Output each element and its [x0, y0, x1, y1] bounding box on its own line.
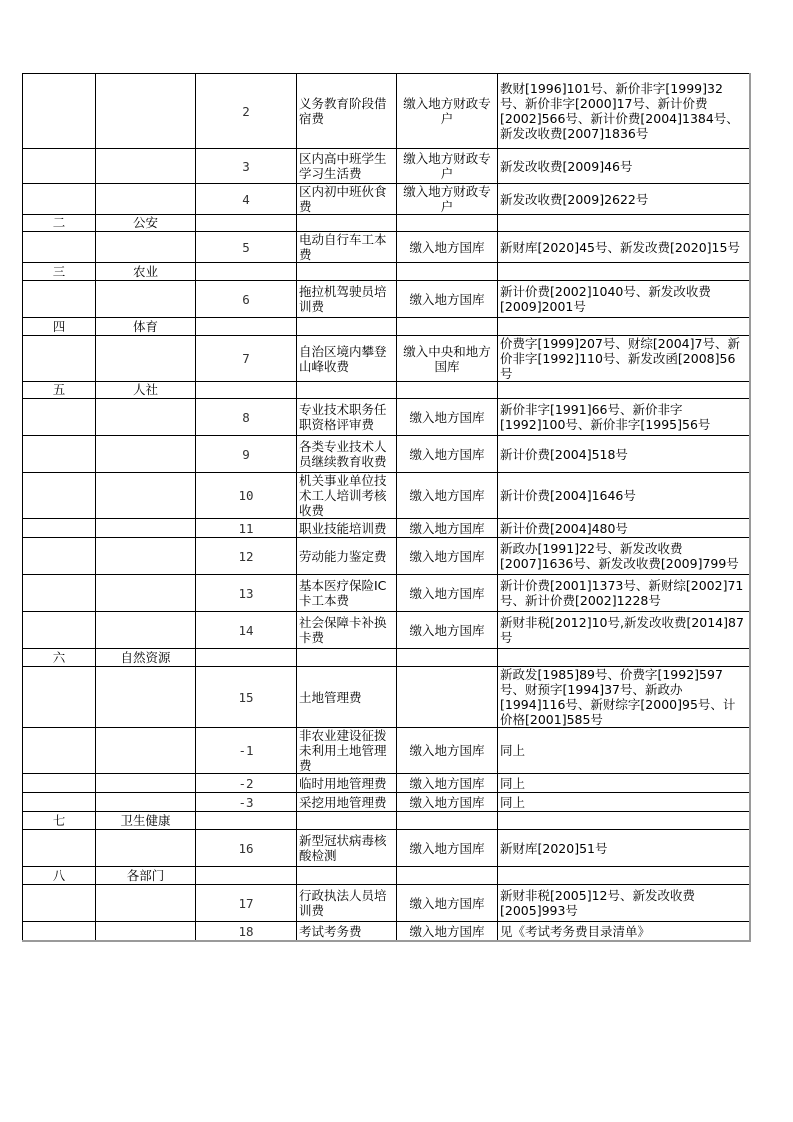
policy-basis: 新价非字[1991]66号、新价非字[1992]100号、新价非字[1995]56号: [498, 399, 750, 436]
item-number: 4: [196, 184, 297, 215]
revenue-destination: 缴入地方国库: [397, 793, 498, 812]
policy-basis: 同上: [498, 728, 750, 774]
empty-cell: [498, 263, 750, 281]
empty-cell: [498, 318, 750, 336]
empty-cell: [498, 812, 750, 830]
empty-cell: [23, 774, 96, 793]
policy-basis: 新计价费[2004]518号: [498, 436, 750, 473]
revenue-destination: 缴入地方国库: [397, 922, 498, 942]
fee-name: 拖拉机驾驶员培训费: [297, 281, 397, 318]
item-number: 16: [196, 830, 297, 867]
empty-cell: [96, 830, 196, 867]
item-number: 11: [196, 519, 297, 538]
table-row: [23, 922, 750, 942]
empty-cell: [96, 774, 196, 793]
fee-name: 各类专业技术人员继续教育收费: [297, 436, 397, 473]
table-row: [23, 885, 750, 922]
item-number: 5: [196, 232, 297, 263]
category-name: 卫生健康: [96, 812, 196, 830]
category-index: 六: [23, 649, 96, 667]
empty-cell: [96, 885, 196, 922]
empty-cell: [196, 263, 297, 281]
category-name: 农业: [96, 263, 196, 281]
item-number: 13: [196, 575, 297, 612]
empty-cell: [397, 318, 498, 336]
fee-name: 专业技术职务任职资格评审费: [297, 399, 397, 436]
revenue-destination: 缴入地方国库: [397, 436, 498, 473]
empty-cell: [196, 812, 297, 830]
empty-cell: [297, 215, 397, 232]
category-row: [23, 318, 750, 336]
category-row: [23, 812, 750, 830]
category-name: 人社: [96, 382, 196, 399]
table-row: [23, 473, 750, 519]
table-row: [23, 184, 750, 215]
revenue-destination: 缴入地方财政专户: [397, 149, 498, 184]
fee-name: 基本医疗保险IC卡工本费: [297, 575, 397, 612]
empty-cell: [96, 667, 196, 728]
empty-cell: [23, 436, 96, 473]
empty-cell: [23, 232, 96, 263]
policy-basis: 新财库[2020]51号: [498, 830, 750, 867]
fee-name: 社会保障卡补换卡费: [297, 612, 397, 649]
item-number: 7: [196, 336, 297, 382]
table-row: [23, 519, 750, 538]
policy-basis: 教财[1996]101号、新价非字[1999]32号、新价非字[2000]17号、新计价费[2002]566号、新计价费[2004]1384号、新发改收费[2007]1836号: [498, 74, 750, 149]
revenue-destination: 缴入地方国库: [397, 774, 498, 793]
empty-cell: [23, 149, 96, 184]
empty-cell: [23, 885, 96, 922]
empty-cell: [498, 867, 750, 885]
category-index: 八: [23, 867, 96, 885]
empty-cell: [23, 74, 96, 149]
table-row: [23, 281, 750, 318]
policy-basis: 新计价费[2002]1040号、新发改收费[2009]2001号: [498, 281, 750, 318]
empty-cell: [297, 812, 397, 830]
empty-cell: [96, 612, 196, 649]
category-row: [23, 649, 750, 667]
policy-basis: 新财非税[2005]12号、新发改收费[2005]993号: [498, 885, 750, 922]
table-row: [23, 728, 750, 774]
empty-cell: [23, 399, 96, 436]
empty-cell: [397, 649, 498, 667]
empty-cell: [23, 922, 96, 942]
empty-cell: [297, 867, 397, 885]
empty-cell: [23, 281, 96, 318]
category-row: [23, 215, 750, 232]
category-index: 三: [23, 263, 96, 281]
table-row: [23, 774, 750, 793]
category-name: 体育: [96, 318, 196, 336]
empty-cell: [23, 473, 96, 519]
category-name: 各部门: [96, 867, 196, 885]
empty-cell: [23, 728, 96, 774]
empty-cell: [96, 281, 196, 318]
empty-cell: [397, 215, 498, 232]
table-row: [23, 232, 750, 263]
empty-cell: [23, 184, 96, 215]
revenue-destination: 缴入地方国库: [397, 575, 498, 612]
category-row: [23, 867, 750, 885]
fee-name: 行政执法人员培训费: [297, 885, 397, 922]
item-number: 6: [196, 281, 297, 318]
item-number: 9: [196, 436, 297, 473]
revenue-destination: 缴入地方国库: [397, 232, 498, 263]
fee-name: 非农业建设征拨未利用土地管理费: [297, 728, 397, 774]
policy-basis: 新计价费[2001]1373号、新财综[2002]71号、新计价费[2002]1228号: [498, 575, 750, 612]
fee-name: 考试考务费: [297, 922, 397, 942]
category-index: 七: [23, 812, 96, 830]
revenue-destination: 缴入中央和地方国库: [397, 336, 498, 382]
empty-cell: [96, 184, 196, 215]
item-number: 15: [196, 667, 297, 728]
empty-cell: [23, 667, 96, 728]
item-number: 2: [196, 74, 297, 149]
fee-name: 电动自行车工本费: [297, 232, 397, 263]
empty-cell: [196, 867, 297, 885]
empty-cell: [96, 519, 196, 538]
empty-cell: [23, 612, 96, 649]
item-number: 10: [196, 473, 297, 519]
empty-cell: [23, 519, 96, 538]
empty-cell: [96, 793, 196, 812]
fee-name: 机关事业单位技术工人培训考核收费: [297, 473, 397, 519]
empty-cell: [196, 215, 297, 232]
empty-cell: [397, 867, 498, 885]
revenue-destination: 缴入地方国库: [397, 519, 498, 538]
policy-basis: 新财非税[2012]10号,新发改收费[2014]87号: [498, 612, 750, 649]
revenue-destination: 缴入地方财政专户: [397, 184, 498, 215]
policy-basis: 见《考试考务费目录清单》: [498, 922, 750, 942]
fee-name: 采挖用地管理费: [297, 793, 397, 812]
empty-cell: [297, 382, 397, 399]
empty-cell: [498, 649, 750, 667]
empty-cell: [297, 649, 397, 667]
table-row: [23, 612, 750, 649]
table-row: [23, 538, 750, 575]
revenue-destination: 缴入地方国库: [397, 885, 498, 922]
empty-cell: [23, 793, 96, 812]
empty-cell: [498, 382, 750, 399]
fee-name: 劳动能力鉴定费: [297, 538, 397, 575]
empty-cell: [96, 728, 196, 774]
item-number: -2: [196, 774, 297, 793]
category-index: 二: [23, 215, 96, 232]
empty-cell: [397, 263, 498, 281]
fee-catalog-table: [22, 73, 751, 942]
fee-name: 职业技能培训费: [297, 519, 397, 538]
empty-cell: [23, 538, 96, 575]
empty-cell: [297, 263, 397, 281]
policy-basis: 价费字[1999]207号、财综[2004]7号、新价非字[1992]110号、新发改函[2008]56号: [498, 336, 750, 382]
category-row: [23, 263, 750, 281]
empty-cell: [23, 575, 96, 612]
empty-cell: [196, 382, 297, 399]
item-number: 8: [196, 399, 297, 436]
empty-cell: [96, 473, 196, 519]
table-row: [23, 336, 750, 382]
policy-basis: 同上: [498, 793, 750, 812]
item-number: -1: [196, 728, 297, 774]
empty-cell: [96, 399, 196, 436]
category-name: 公安: [96, 215, 196, 232]
empty-cell: [96, 336, 196, 382]
table-row: [23, 793, 750, 812]
empty-cell: [96, 538, 196, 575]
fee-name: 新型冠状病毒核酸检测: [297, 830, 397, 867]
empty-cell: [397, 382, 498, 399]
category-row: [23, 382, 750, 399]
revenue-destination: [397, 667, 498, 728]
revenue-destination: 缴入地方国库: [397, 473, 498, 519]
revenue-destination: 缴入地方国库: [397, 281, 498, 318]
policy-basis: 新政办[1991]22号、新发改收费[2007]1636号、新发改收费[2009]799号: [498, 538, 750, 575]
policy-basis: 新财库[2020]45号、新发改费[2020]15号: [498, 232, 750, 263]
empty-cell: [498, 215, 750, 232]
policy-basis: 新发改收费[2009]46号: [498, 149, 750, 184]
fee-name: 自治区境内攀登山峰收费: [297, 336, 397, 382]
empty-cell: [96, 74, 196, 149]
revenue-destination: 缴入地方国库: [397, 399, 498, 436]
empty-cell: [96, 922, 196, 942]
policy-basis: 同上: [498, 774, 750, 793]
item-number: 3: [196, 149, 297, 184]
item-number: 18: [196, 922, 297, 942]
policy-basis: 新发改收费[2009]2622号: [498, 184, 750, 215]
category-name: 自然资源: [96, 649, 196, 667]
revenue-destination: 缴入地方国库: [397, 728, 498, 774]
policy-basis: 新计价费[2004]1646号: [498, 473, 750, 519]
fee-name: 土地管理费: [297, 667, 397, 728]
fee-name: 区内高中班学生学习生活费: [297, 149, 397, 184]
revenue-destination: 缴入地方国库: [397, 538, 498, 575]
category-index: 四: [23, 318, 96, 336]
table-row: [23, 575, 750, 612]
table-row: [23, 74, 750, 149]
empty-cell: [23, 830, 96, 867]
empty-cell: [96, 575, 196, 612]
policy-basis: 新政发[1985]89号、价费字[1992]597号、财预字[1994]37号、新政办[1994]116号、新财综字[2000]95号、计价格[2001]585号: [498, 667, 750, 728]
item-number: 14: [196, 612, 297, 649]
fee-name: 临时用地管理费: [297, 774, 397, 793]
empty-cell: [397, 812, 498, 830]
empty-cell: [196, 649, 297, 667]
item-number: 17: [196, 885, 297, 922]
table-row: [23, 830, 750, 867]
empty-cell: [96, 436, 196, 473]
item-number: -3: [196, 793, 297, 812]
category-index: 五: [23, 382, 96, 399]
revenue-destination: 缴入地方国库: [397, 830, 498, 867]
empty-cell: [96, 232, 196, 263]
item-number: 12: [196, 538, 297, 575]
empty-cell: [96, 149, 196, 184]
table-row: [23, 436, 750, 473]
empty-cell: [297, 318, 397, 336]
fee-name: 义务教育阶段借宿费: [297, 74, 397, 149]
table-row: [23, 667, 750, 728]
revenue-destination: 缴入地方国库: [397, 612, 498, 649]
table-row: [23, 149, 750, 184]
revenue-destination: 缴入地方财政专户: [397, 74, 498, 149]
empty-cell: [196, 318, 297, 336]
empty-cell: [23, 336, 96, 382]
policy-basis: 新计价费[2004]480号: [498, 519, 750, 538]
table-row: [23, 399, 750, 436]
fee-name: 区内初中班伙食费: [297, 184, 397, 215]
